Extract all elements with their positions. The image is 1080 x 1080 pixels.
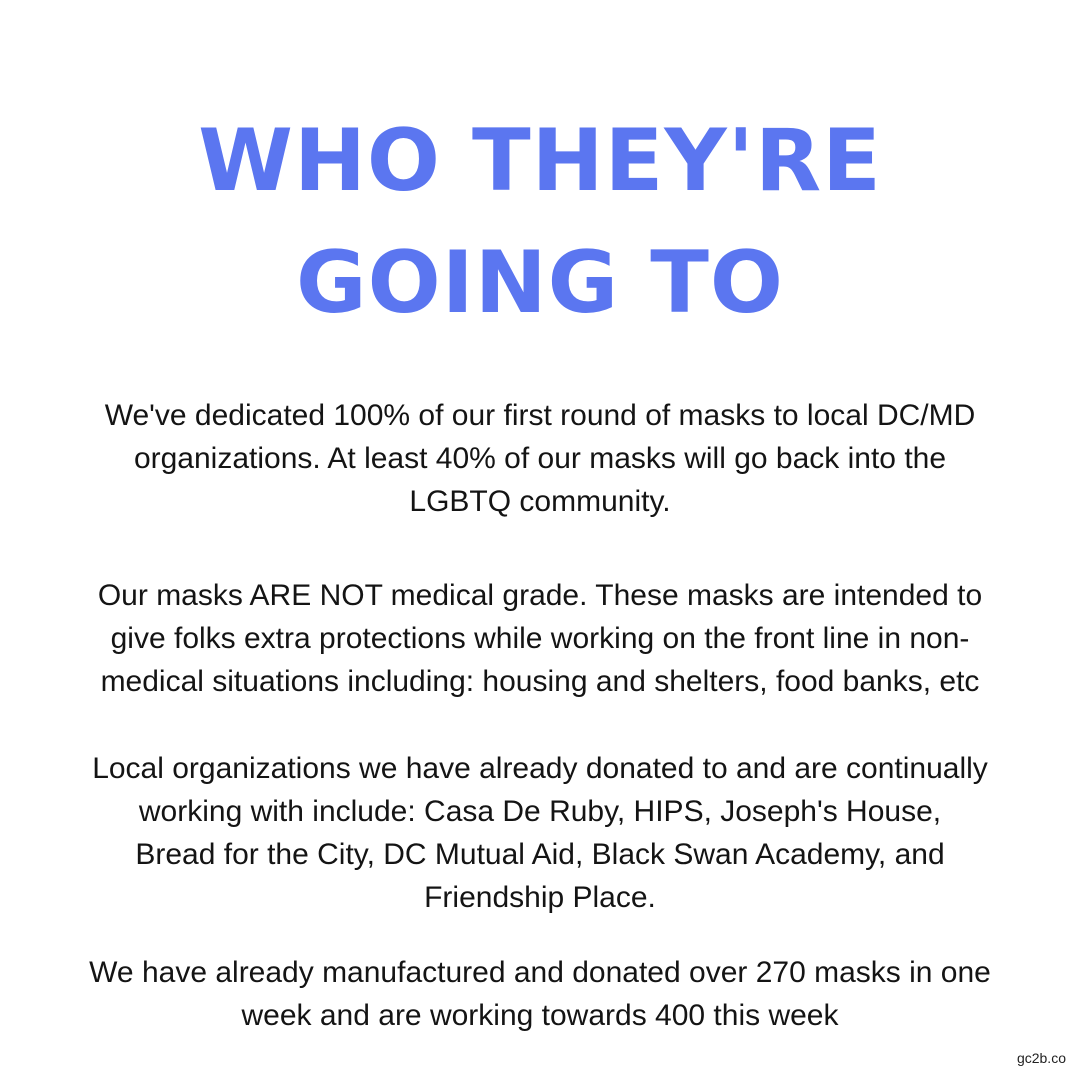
title-line-2: GOING TO [296,233,784,333]
paragraph-line: medical situations including: housing and shelters, food banks, etc [100,665,980,698]
paragraph-organizations [40,747,1040,919]
paragraph-line: give folks extra protections while working on the front line in non- [110,622,970,655]
paragraph-line: Friendship Place. [424,881,656,914]
paragraph-line: Bread for the City, DC Mutual Aid, Black Swan Academy, and [135,838,945,871]
paragraph-line: LGBTQ community. [409,485,671,518]
title-line-1: WHO THEY'RE [198,111,882,211]
paragraph-line: Our masks ARE NOT medical grade. These masks are intended to [97,579,983,612]
page-title [0,100,1080,344]
paragraph-medical-grade [40,574,1040,703]
paragraph-line: We have already manufactured and donated over 270 masks in one [89,956,991,989]
paragraph-line: organizations. At least 40% of our masks will go back into the [133,442,947,475]
paragraph-line: We've dedicated 100% of our first round of masks to local DC/MD [104,399,976,432]
paragraph-line: Local organizations we have already donated to and are continually [92,752,988,785]
paragraph-line: working with include: Casa De Ruby, HIPS, Joseph's House, [138,795,942,828]
paragraph-dedication [40,394,1040,523]
watermark: gc2b.co [1016,1050,1066,1066]
paragraph-production [40,951,1040,1037]
paragraph-line: week and are working towards 400 this week [241,999,839,1032]
